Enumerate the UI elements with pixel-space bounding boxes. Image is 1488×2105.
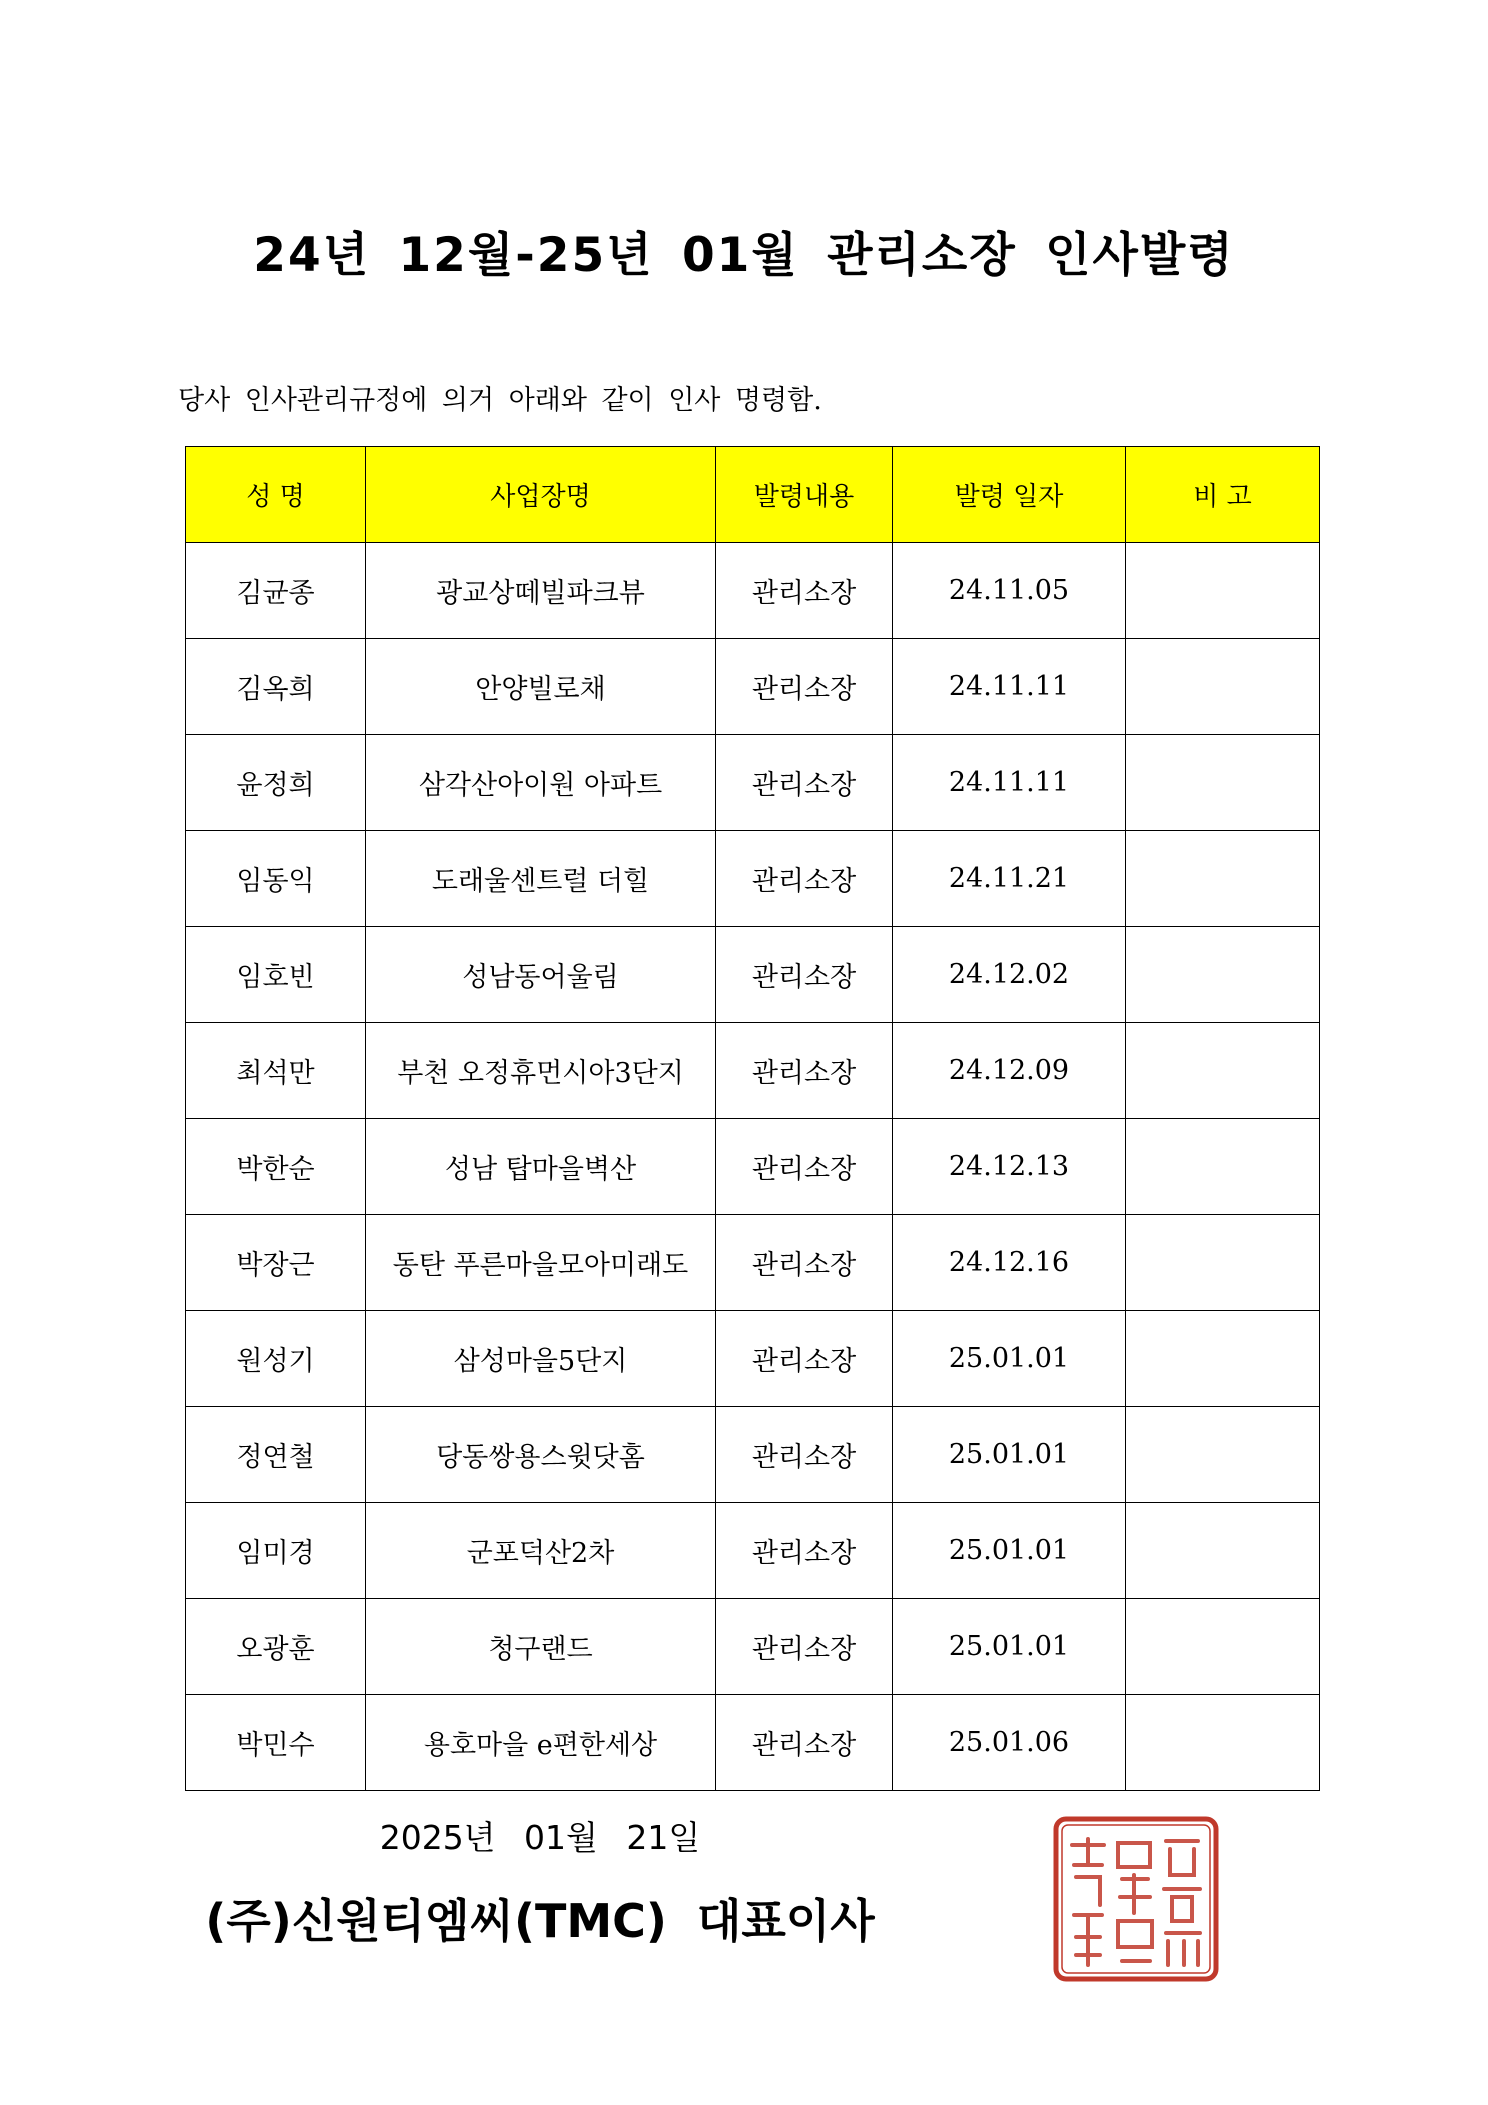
- cell-name: 윤정희: [186, 735, 366, 831]
- company-seal-stamp: [1052, 1815, 1220, 1983]
- table-row: [186, 831, 1320, 927]
- cell-assignment: 관리소장: [716, 927, 893, 1023]
- cell-remarks: [1126, 831, 1320, 927]
- header-site: 사업장명: [366, 447, 716, 543]
- cell-remarks: [1126, 1599, 1320, 1695]
- cell-date: 25.01.06: [893, 1695, 1126, 1791]
- cell-site: 당동쌍용스윗닷홈: [366, 1407, 716, 1503]
- table-row: [186, 1119, 1320, 1215]
- cell-date: 24.11.05: [893, 543, 1126, 639]
- cell-assignment: 관리소장: [716, 1215, 893, 1311]
- cell-remarks: [1126, 1311, 1320, 1407]
- cell-name: 김옥희: [186, 639, 366, 735]
- cell-remarks: [1126, 1503, 1320, 1599]
- cell-site: 성남 탑마을벽산: [366, 1119, 716, 1215]
- cell-name: 박민수: [186, 1695, 366, 1791]
- intro-text: 당사 인사관리규정에 의거 아래와 같이 인사 명령함.: [178, 385, 822, 416]
- cell-assignment: 관리소장: [716, 831, 893, 927]
- table-row: [186, 1503, 1320, 1599]
- cell-site: 삼각산아이원 아파트: [366, 735, 716, 831]
- table-row: [186, 735, 1320, 831]
- table-header-row: [186, 447, 1320, 543]
- cell-name: 최석만: [186, 1023, 366, 1119]
- cell-name: 박장근: [186, 1215, 366, 1311]
- cell-site: 군포덕산2차: [366, 1503, 716, 1599]
- cell-site: 청구랜드: [366, 1599, 716, 1695]
- cell-date: 24.12.13: [893, 1119, 1126, 1215]
- cell-site: 동탄 푸른마을모아미래도: [366, 1215, 716, 1311]
- document-title: 24년 12월-25년 01월 관리소장 인사발령: [253, 228, 1235, 283]
- cell-site: 성남동어울림: [366, 927, 716, 1023]
- cell-date: 24.12.09: [893, 1023, 1126, 1119]
- appointment-table: [185, 446, 1320, 1791]
- cell-remarks: [1126, 1215, 1320, 1311]
- cell-name: 임호빈: [186, 927, 366, 1023]
- cell-site: 삼성마을5단지: [366, 1311, 716, 1407]
- cell-remarks: [1126, 1119, 1320, 1215]
- cell-assignment: 관리소장: [716, 1695, 893, 1791]
- table-row: [186, 1215, 1320, 1311]
- header-assignment: 발령내용: [716, 447, 893, 543]
- table-row: [186, 1407, 1320, 1503]
- cell-site: 용호마을 e편한세상: [366, 1695, 716, 1791]
- cell-assignment: 관리소장: [716, 1311, 893, 1407]
- issue-date: 2025년 01월 21일: [379, 1818, 701, 1857]
- cell-remarks: [1126, 735, 1320, 831]
- cell-remarks: [1126, 639, 1320, 735]
- cell-remarks: [1126, 1695, 1320, 1791]
- cell-name: 임미경: [186, 1503, 366, 1599]
- cell-name: 원성기: [186, 1311, 366, 1407]
- cell-date: 25.01.01: [893, 1503, 1126, 1599]
- cell-date: 25.01.01: [893, 1407, 1126, 1503]
- cell-assignment: 관리소장: [716, 1599, 893, 1695]
- cell-name: 박한순: [186, 1119, 366, 1215]
- cell-site: 안양빌로채: [366, 639, 716, 735]
- cell-name: 임동익: [186, 831, 366, 927]
- cell-date: 24.11.11: [893, 735, 1126, 831]
- cell-date: 25.01.01: [893, 1311, 1126, 1407]
- cell-assignment: 관리소장: [716, 735, 893, 831]
- cell-date: 24.12.02: [893, 927, 1126, 1023]
- table-row: [186, 927, 1320, 1023]
- cell-name: 오광훈: [186, 1599, 366, 1695]
- cell-assignment: 관리소장: [716, 543, 893, 639]
- cell-date: 24.12.16: [893, 1215, 1126, 1311]
- cell-date: 25.01.01: [893, 1599, 1126, 1695]
- cell-remarks: [1126, 1407, 1320, 1503]
- table-row: [186, 639, 1320, 735]
- cell-assignment: 관리소장: [716, 1503, 893, 1599]
- cell-date: 24.11.21: [893, 831, 1126, 927]
- table-row: [186, 1023, 1320, 1119]
- table-row: [186, 1311, 1320, 1407]
- cell-site: 도래울센트럴 더힐: [366, 831, 716, 927]
- cell-name: 김균종: [186, 543, 366, 639]
- cell-remarks: [1126, 927, 1320, 1023]
- cell-assignment: 관리소장: [716, 1023, 893, 1119]
- signer-name: (주)신원티엠씨(TMC) 대표이사: [205, 1894, 875, 1948]
- cell-site: 광교상떼빌파크뷰: [366, 543, 716, 639]
- header-date: 발령 일자: [893, 447, 1126, 543]
- table-row: [186, 1599, 1320, 1695]
- cell-assignment: 관리소장: [716, 639, 893, 735]
- cell-assignment: 관리소장: [716, 1119, 893, 1215]
- table-row: [186, 543, 1320, 639]
- cell-site: 부천 오정휴먼시아3단지: [366, 1023, 716, 1119]
- cell-remarks: [1126, 543, 1320, 639]
- cell-assignment: 관리소장: [716, 1407, 893, 1503]
- cell-remarks: [1126, 1023, 1320, 1119]
- table-row: [186, 1695, 1320, 1791]
- header-remarks: 비 고: [1126, 447, 1320, 543]
- cell-date: 24.11.11: [893, 639, 1126, 735]
- cell-name: 정연철: [186, 1407, 366, 1503]
- header-name: 성 명: [186, 447, 366, 543]
